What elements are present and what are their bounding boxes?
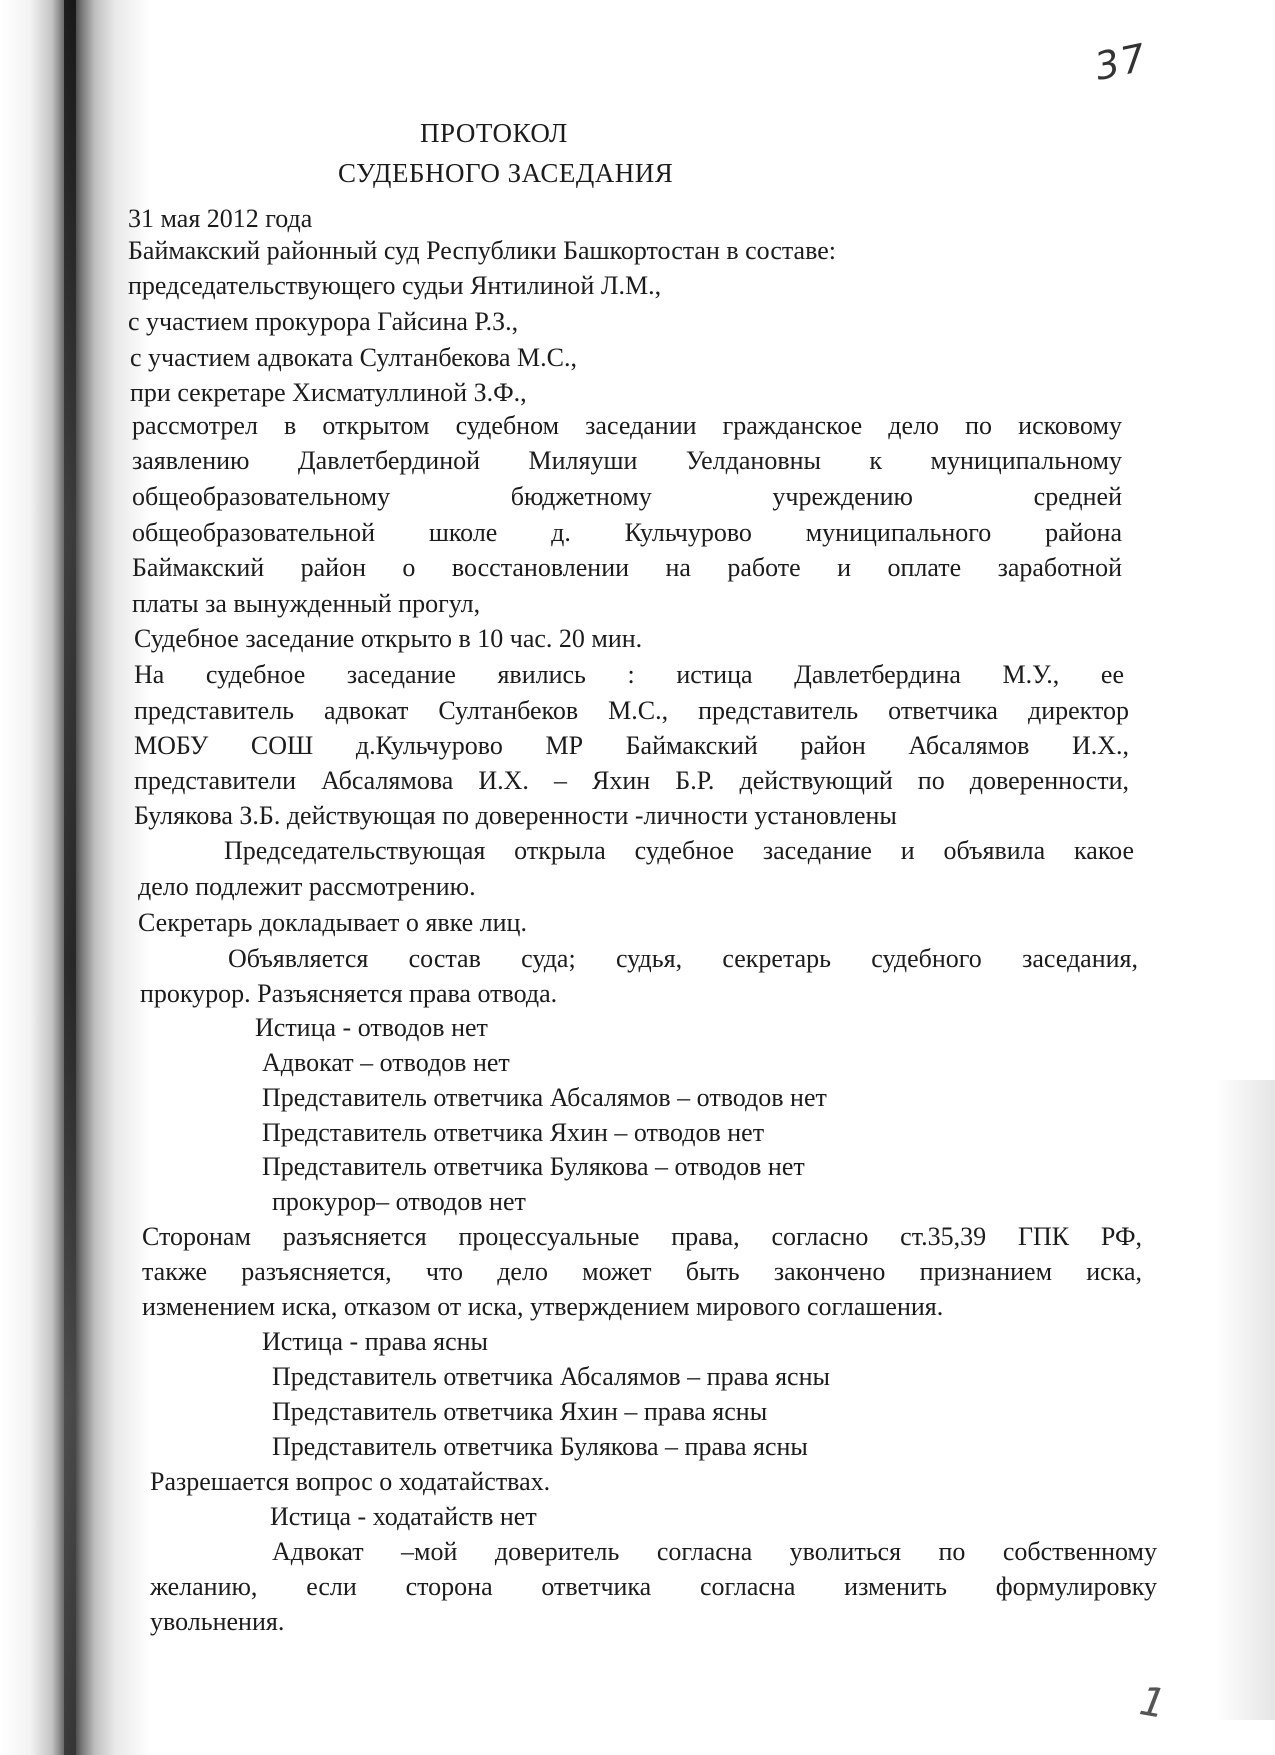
presiding-line-2: дело подлежит рассмотрению. bbox=[138, 872, 476, 901]
rights-plaintiff: Истица - права ясны bbox=[262, 1327, 489, 1356]
composition-line-2: прокурор. Разъясняется права отвода. bbox=[140, 979, 558, 1008]
rights-line-3: изменением иска, отказом от иска, утверждением мирового соглашения. bbox=[142, 1292, 944, 1321]
rights-line-1: Сторонам разъясняется процессуальные права, согласно ст.35,39 ГПК РФ, bbox=[142, 1222, 1142, 1251]
rights-line-2: также разъясняется, что дело может быть закончено признанием иска, bbox=[142, 1257, 1142, 1286]
recusal-prosecutor: прокурор– отводов нет bbox=[272, 1187, 526, 1216]
recusal-bulyakova: Представитель ответчика Булякова – отводов нет bbox=[262, 1152, 805, 1181]
court-composition: Баймакский районный суд Республики Башкортостан в составе: bbox=[128, 236, 836, 265]
rights-absalyamov: Представитель ответчика Абсалямов – права ясны bbox=[272, 1362, 830, 1391]
handwritten-sheet-number: 37 bbox=[1090, 35, 1152, 89]
rights-yakhin: Представитель ответчика Яхин – права ясны bbox=[272, 1397, 768, 1426]
attendance-line-5: Булякова З.Б. действующая по доверенности -личности установлены bbox=[134, 801, 897, 830]
recusal-absalyamov: Представитель ответчика Абсалямов – отводов нет bbox=[262, 1083, 827, 1112]
session-date: 31 мая 2012 года bbox=[128, 204, 313, 233]
handwritten-page-number: 1 bbox=[1136, 1678, 1170, 1728]
recusal-plaintiff: Истица - отводов нет bbox=[255, 1013, 488, 1042]
secretary-report: Секретарь докладывает о явке лиц. bbox=[138, 908, 527, 937]
advocate-line-1: Адвокат –мой доверитель согласна уволиться по собственному bbox=[272, 1537, 1157, 1566]
attendance-line-3: МОБУ СОШ д.Кульчурово МР Баймакский район Абсалямов И.Х., bbox=[134, 731, 1129, 760]
motions-line: Разрешается вопрос о ходатайствах. bbox=[150, 1467, 551, 1496]
case-line-6: платы за вынужденный прогул, bbox=[132, 589, 481, 618]
page-fold-shadow bbox=[1215, 1080, 1275, 1720]
advocate-line: с участием адвоката Султанбекова М.С., bbox=[130, 343, 577, 372]
attendance-line-2: представитель адвокат Султанбеков М.С., представитель ответчика директор bbox=[134, 696, 1129, 725]
rights-bulyakova: Представитель ответчика Булякова – права ясны bbox=[272, 1432, 808, 1461]
scan-binding-edge bbox=[64, 0, 76, 1755]
composition-line-1: Объявляется состав суда; судья, секретарь судебного заседания, bbox=[228, 944, 1138, 973]
attendance-line-1: На судебное заседание явились : истица Давлетбердина М.У., ее bbox=[134, 660, 1124, 689]
advocate-line-2: желанию, если сторона ответчика согласна изменить формулировку bbox=[150, 1572, 1157, 1601]
recusal-yakhin: Представитель ответчика Яхин – отводов нет bbox=[262, 1118, 765, 1147]
presiding-judge: председательствующего судьи Янтилиной Л.М., bbox=[128, 271, 662, 300]
presiding-line-1: Председательствующая открыла судебное заседание и объявила какое bbox=[224, 836, 1134, 865]
plaintiff-motions: Истица - ходатайств нет bbox=[270, 1502, 537, 1531]
title-protocol: ПРОТОКОЛ bbox=[420, 118, 568, 148]
case-line-1: рассмотрел в открытом судебном заседании гражданское дело по исковому bbox=[132, 411, 1122, 440]
case-line-2: заявлению Давлетбердиной Миляуши Уелдановны к муниципальному bbox=[132, 446, 1122, 475]
secretary-line: при секретаре Хисматуллиной З.Ф., bbox=[130, 378, 527, 407]
case-line-4: общеобразовательной школе д. Кульчурово муниципального района bbox=[132, 518, 1122, 547]
session-opened: Судебное заседание открыто в 10 час. 20 мин. bbox=[134, 624, 643, 653]
case-line-3: общеобразовательному бюджетному учреждению средней bbox=[132, 482, 1122, 511]
attendance-line-4: представители Абсалямова И.Х. – Яхин Б.Р. действующий по доверенности, bbox=[134, 766, 1129, 795]
case-line-5: Баймакский район о восстановлении на работе и оплате заработной bbox=[132, 553, 1122, 582]
recusal-advocate: Адвокат – отводов нет bbox=[262, 1048, 510, 1077]
prosecutor-line: с участием прокурора Гайсина Р.З., bbox=[128, 307, 519, 336]
title-court-session: СУДЕБНОГО ЗАСЕДАНИЯ bbox=[338, 158, 674, 188]
advocate-line-3: увольнения. bbox=[150, 1607, 285, 1636]
